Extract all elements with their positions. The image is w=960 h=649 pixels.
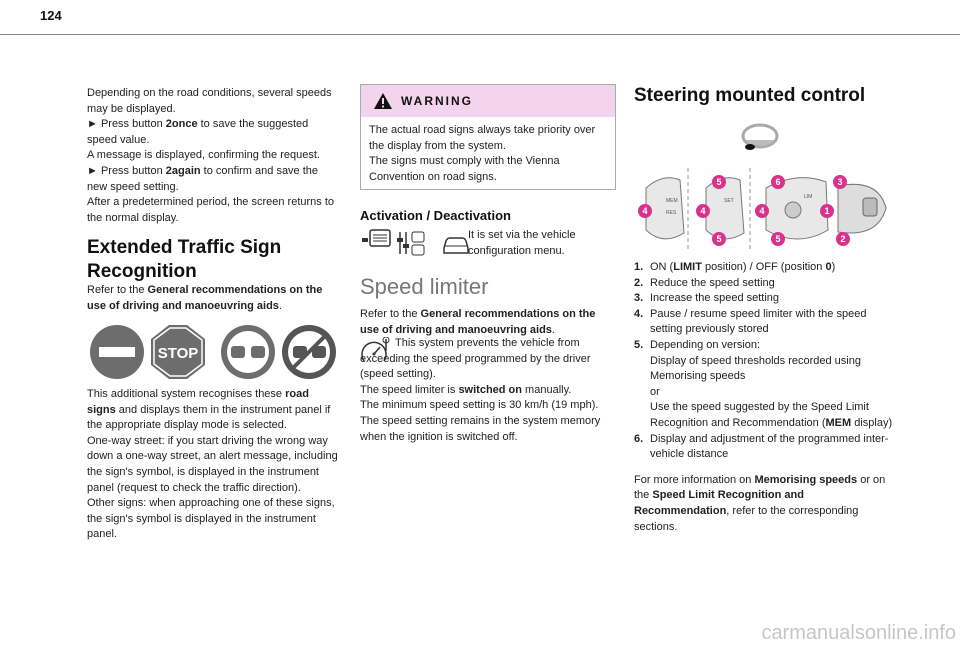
sl-memory: The speed setting remains in the system memory when the ignition is switched off. [360,414,601,443]
limiter-thumbwheel [838,184,886,233]
svg-text:6: 6 [775,177,781,187]
tsr-refer-text: Refer to the General recommendations on the use of driving and manoeuvring aids. [87,284,323,312]
stop-sign-text: STOP [157,345,199,362]
intro-text [87,86,337,226]
sl-system-text: This system prevents the vehicle from exceeding the speed programmed by the driver (speed setting). [360,337,591,381]
warning-header [361,85,615,117]
stop-sign [151,325,205,379]
tsr-desc-3: Other signs: when approaching one of these signs, the sign's symbol is displayed in the instrument panel. [87,497,335,541]
badge-4c [755,204,769,218]
activation-text: It is set via the vehicle configuration menu. [468,229,576,257]
intro-line-1: Depending on the road conditions, several speeds may be displayed. [87,87,332,115]
badge-5c [771,232,785,246]
list-item: 4. Pause / resume speed limiter with the speed setting previously stored [634,307,867,336]
badge-5b [712,232,726,246]
warning-triangle-icon [373,92,393,110]
tsr-description [87,387,339,543]
svg-text:4: 4 [700,206,706,216]
road-signs-row [88,321,338,383]
sl-description [360,336,615,445]
more-info-text: For more information on Memorising speeds or on the Speed Limit Recognition and Recommendation, refer to the corresponding sections. [634,473,886,533]
section-title-tsr: Extended Traffic Sign Recognition [87,237,282,282]
warning-box [360,84,616,190]
list-item: 1. ON (LIMIT position) / OFF (position 0) [634,261,836,273]
list-item: 5. Depending on version: Display of speed thresholds recorded using Memorising speeds or Use the speed suggested by the Speed Limit Recognition and Recommendation (MEM display) [634,338,893,429]
watermark: carmanualsonline.info [761,622,956,644]
svg-text:2: 2 [840,234,846,244]
svg-text:5: 5 [775,234,781,244]
btn-label-lim: LIM [804,194,813,200]
end-no-overtaking-sign [282,325,336,379]
list-item: 3. Increase the speed setting [634,292,780,305]
intro-line-3: A message is displayed, confirming the request. [87,149,320,162]
badge-4b [696,204,710,218]
badge-2 [836,232,850,246]
speed-limiter-title: Speed limiter [360,274,489,299]
control-pad-left [646,178,684,239]
steering-control-title: Steering mounted control [634,85,866,106]
controls-list-container [634,260,896,535]
no-entry-sign [90,325,144,379]
warning-text-2: The signs must comply with the Vienna Convention on road signs. [369,155,560,183]
sl-switched-text: The speed limiter is switched on manually. [360,383,572,396]
steering-controls-diagram [628,168,894,250]
svg-text:4: 4 [759,206,765,216]
intro-line-4: ► Press button 2again to confirm and save the new speed setting. [87,164,319,193]
intro-line-5: After a predetermined period, the screen returns to the normal display. [87,196,335,224]
warning-label: WARNING [401,94,473,108]
badge-6 [771,175,785,189]
svg-text:5: 5 [716,234,722,244]
badge-5a [712,175,726,189]
list-item: 2. Reduce the speed setting [634,276,775,289]
header-divider [0,34,960,35]
sl-refer-text: Refer to the General recommendations on the use of driving and manoeuvring aids. [360,308,596,336]
badge-4a [638,204,652,218]
tsr-desc-1: This additional system recognises these road signs and displays them in the instrument panel if the appropriate display mode is selected. [87,388,331,432]
warning-body [361,117,615,185]
controls-list [634,260,896,463]
btn-label-res: RES [666,210,677,216]
svg-text:5: 5 [716,177,722,187]
sl-min-speed: The minimum speed setting is 30 km/h (19 mph). [360,399,599,412]
tsr-desc-2: One-way street: if you start driving the wrong way down a one-way street, an alert message, including the sign's symbol, is displayed in the instrument panel (request to check the traffic direction). [87,434,338,494]
btn-label-set: SET [724,198,734,204]
car-icon [444,238,468,253]
touchscreen-icon [362,230,390,246]
badge-3 [833,175,847,189]
settings-sliders-icon [397,232,424,255]
svg-text:4: 4 [642,206,648,216]
list-item: 6. Display and adjustment of the programmed inter-vehicle distance [634,432,889,461]
intro-line-2: ► Press button 2once to save the suggested speed value. [87,118,309,146]
warning-text-1: The actual road signs always take priority over the display from the system. [369,124,596,152]
page-number: 124 [40,8,62,23]
control-pad-middle [706,178,744,239]
steering-wheel-icon [740,122,780,154]
badge-1 [820,204,834,218]
svg-text:1: 1 [824,206,830,216]
svg-text:3: 3 [837,177,843,187]
no-overtaking-sign [221,325,275,379]
activation-title: Activation / Deactivation [360,208,511,223]
btn-label-mem: MEM [666,198,678,204]
